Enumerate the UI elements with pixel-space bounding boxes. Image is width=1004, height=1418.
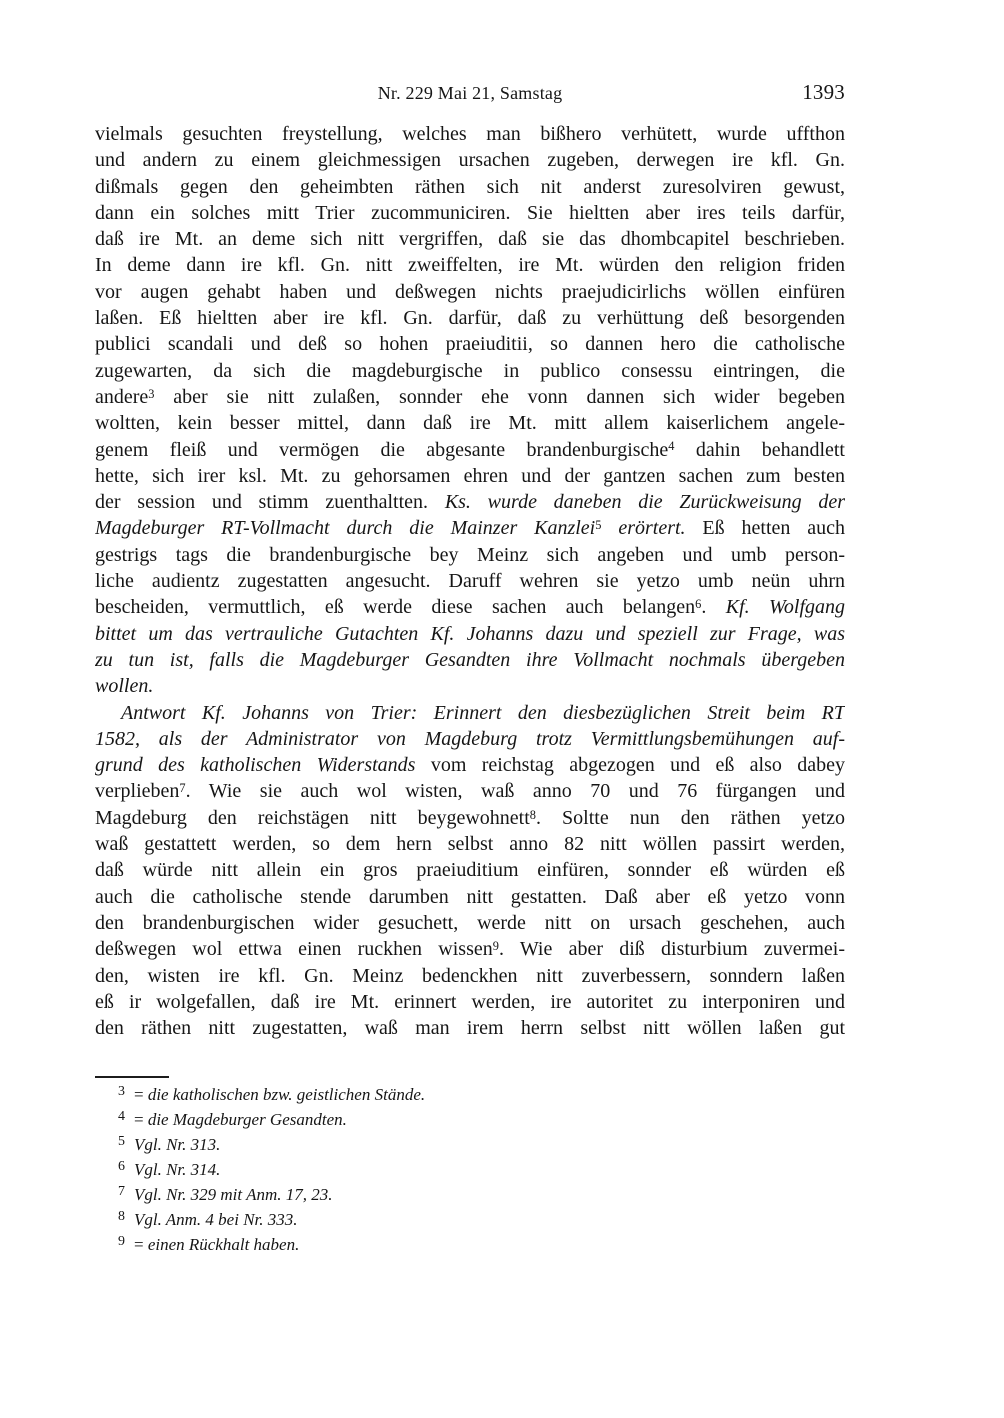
body-line xyxy=(95,831,845,857)
text-segment: = xyxy=(133,1085,148,1104)
page-header xyxy=(95,80,845,104)
body-line xyxy=(95,910,845,936)
body-line xyxy=(95,1015,845,1041)
text-segment: grund des katholischen Widerstands xyxy=(95,754,416,777)
body-line xyxy=(95,279,845,305)
body-line xyxy=(95,410,845,436)
body-line xyxy=(95,568,845,594)
text-segment: = xyxy=(133,1110,148,1129)
text-segment: . Soltte nun den räthen yetzo xyxy=(535,806,845,829)
text-segment: dißmals gegen den geheimbten räthen sich nit anderst zuresolviren gewust, xyxy=(95,175,845,198)
text-segment: vor augen gehabt haben und deßwegen nichts praejudicirlichs wöllen einfüren xyxy=(95,280,845,303)
body-line xyxy=(95,489,845,515)
footnote-number: 6 xyxy=(118,1159,125,1175)
text-segment: der session und stimm zuenthaltten. xyxy=(95,491,445,514)
footnote-item xyxy=(95,1157,845,1182)
text-segment: auch die catholische stende darumben nitt gestatten. Daß aber eß yetzo vonn xyxy=(95,885,845,908)
body-line xyxy=(95,963,845,989)
running-title: Nr. 229 Mai 21, Samstag xyxy=(377,83,563,103)
body-line xyxy=(95,857,845,883)
text-segment: Vgl. Nr. 313. xyxy=(133,1135,221,1154)
footnote-marker: 3 xyxy=(148,386,155,401)
text-segment: verplieben xyxy=(95,780,180,803)
text-segment: Vgl. Nr. 314. xyxy=(133,1160,221,1179)
body-line xyxy=(95,463,845,489)
text-segment: . Wie aber diß disturbium zuvermei- xyxy=(498,938,845,961)
footnotes xyxy=(95,1082,845,1257)
text-segment: den räthen nitt zugestatten, waß man irem herrn selbst nitt wöllen laßen gut xyxy=(95,1017,845,1040)
body-line xyxy=(95,252,845,278)
footnote-number: 5 xyxy=(118,1134,125,1150)
footnote-number: 8 xyxy=(118,1209,125,1225)
text-segment: Kf. Wolfgang xyxy=(725,596,845,619)
text-segment: = xyxy=(133,1235,148,1254)
text-segment: Vgl. Anm. 4 bei Nr. 333. xyxy=(133,1210,298,1229)
body-line xyxy=(95,936,845,962)
body-line xyxy=(95,200,845,226)
text-segment: hette, sich irer ksl. Mt. zu gehorsamen ehren und der gantzen sachen zum besten xyxy=(95,464,845,487)
text-segment: Vgl. Nr. 329 mit Anm. 17, 23. xyxy=(133,1185,333,1204)
text-segment: bescheiden, vermuttlich, eß werde diese sachen auch belangen xyxy=(95,596,696,619)
text-segment: wollen. xyxy=(95,675,154,698)
body-line xyxy=(95,331,845,357)
footnote-marker: 5 xyxy=(595,518,602,533)
body-line xyxy=(95,621,845,647)
text-segment: liche audientz zugestatten angesucht. Daruff wehren sie yetzo umb neün uhrn xyxy=(95,570,845,593)
body-text xyxy=(95,121,845,1041)
text-segment: zugewarten, da sich die magdeburgische in publico consessu eintringen, die xyxy=(95,359,845,382)
text-segment: vielmals gesuchten freystellung, welches man bißhero verhütett, wurde uffthon xyxy=(95,123,845,145)
text-segment: gestrigs tags die brandenburgische bey Meinz sich angeben und umb person- xyxy=(95,543,845,566)
text-segment: und andern zu einem gleichmessigen ursachen zugeben, derwegen ire kfl. Gn. xyxy=(95,149,845,172)
footnote-item xyxy=(95,1132,845,1157)
text-segment: den, wisten ire kfl. Gn. Meinz bedenckhen nitt zuverbessern, sonndern laßen xyxy=(95,964,845,987)
text-segment: daß würde nitt allein ein gros praeiuditium einfüren, sonnder eß würden eß xyxy=(95,859,845,882)
text-segment: Magdeburg den reichstägen nitt beygewohnett xyxy=(95,806,530,829)
body-line xyxy=(95,305,845,331)
text-segment: Magdeburger RT-Vollmacht durch die Mainzer Kanzlei xyxy=(95,517,596,540)
text-segment: In deme dann ire kfl. Gn. nitt zweiffelten, ire Mt. würden den religion friden xyxy=(95,254,845,277)
footnote-number: 9 xyxy=(118,1234,125,1250)
text-segment: waß gestattett werden, so dem hern selbst anno 82 nitt wöllen passirt werden, xyxy=(95,833,845,856)
body-line xyxy=(95,174,845,200)
footnote-marker: 7 xyxy=(179,781,186,796)
text-segment: daß ire Mt. an deme sich nitt vergriffen, daß sie das dhombcapitel beschrieben. xyxy=(95,228,845,251)
body-line xyxy=(95,778,845,804)
footnote-marker: 9 xyxy=(492,939,499,953)
text-segment: . xyxy=(701,596,726,619)
text-segment: aber sie nitt zulaßen, sonnder ehe vonn dannen sich wider begeben xyxy=(154,385,845,408)
body-line xyxy=(95,384,845,410)
text-segment: deßwegen wol ettwa einen ruckhen wissen xyxy=(95,938,493,961)
text-segment: eß ir wolgefallen, daß ire Mt. erinnert werden, ire autoritet zu interponiren und xyxy=(95,990,845,1013)
text-segment: dann ein solches mitt Trier zucommuniciren. Sie hieltten aber ires teils darfür, xyxy=(95,201,845,224)
text-segment: laßen. Eß hieltten aber ire kfl. Gn. darfür, daß zu verhüttung deß besorgenden xyxy=(95,307,845,330)
body-line xyxy=(95,726,845,752)
body-line xyxy=(95,515,845,541)
text-segment: erörtert. xyxy=(601,517,686,540)
body-line xyxy=(95,884,845,910)
body-line xyxy=(95,358,845,384)
footnote-rule xyxy=(95,1076,169,1078)
body-line xyxy=(95,700,845,726)
body-line xyxy=(95,594,845,620)
footnote-item xyxy=(95,1107,845,1132)
footnote-item xyxy=(95,1082,845,1107)
footnote-number: 7 xyxy=(118,1184,125,1200)
text-segment: einen Rückhalt haben. xyxy=(147,1235,300,1254)
body-line xyxy=(95,542,845,568)
footnote-number: 4 xyxy=(118,1109,125,1125)
text-segment: . Wie sie auch wol wisten, waß anno 70 und 76 fürgangen und xyxy=(185,780,845,803)
text-segment: andere xyxy=(95,385,149,408)
text-segment: bittet um das vertrauliche Gutachten Kf. Johanns dazu und speziell zur Frage, was xyxy=(95,622,845,645)
body-line xyxy=(95,989,845,1015)
text-segment: die Magdeburger Gesandten. xyxy=(147,1110,347,1129)
text-segment: dahin behandlett xyxy=(674,438,845,461)
body-line xyxy=(95,673,845,699)
text-segment: den brandenburgischen wider gesuchett, werde nitt on ursach geschehen, auch xyxy=(95,911,845,934)
text-segment: Ks. wurde daneben die Zurückweisung der xyxy=(444,491,845,514)
footnote-item xyxy=(95,1182,845,1207)
body-line xyxy=(95,805,845,831)
body-line xyxy=(95,121,845,147)
body-line xyxy=(95,437,845,463)
text-segment: Antwort Kf. Johanns von Trier: Erinnert den diesbezüglichen Streit beim RT xyxy=(121,701,845,724)
body-line xyxy=(95,226,845,252)
text-segment: die katholischen bzw. geistlichen Stände. xyxy=(147,1085,426,1104)
footnote-marker: 4 xyxy=(668,439,675,454)
body-line xyxy=(95,752,845,778)
footnote-marker: 8 xyxy=(529,807,536,822)
page-number: 1393 xyxy=(802,80,845,104)
footnote-item xyxy=(95,1232,845,1257)
text-segment: woltten, kein besser mittel, dann daß ire Mt. mitt allem kaiserlichem angele- xyxy=(95,412,845,435)
text-segment: vom reichstag abgezogen und eß also dabey xyxy=(415,754,845,777)
text-segment: zu tun ist, falls die Magdeburger Gesandten ihre Vollmacht nochmals übergeben xyxy=(95,648,845,671)
body-line xyxy=(95,647,845,673)
text-segment: 1582, als der Administrator von Magdeburg trotz Vermittlungsbemühungen auf- xyxy=(95,727,845,750)
text-segment: genem fleiß und vermögen die abgesante brandenburgische xyxy=(95,438,669,461)
text-segment: Eß hetten auch xyxy=(685,517,845,540)
footnote-number: 3 xyxy=(118,1084,125,1100)
text-segment: publici scandali und deß so hohen praeiuditii, so dannen hero die catholische xyxy=(95,333,845,356)
body-line xyxy=(95,147,845,173)
footnote-marker: 6 xyxy=(695,597,702,612)
footnote-item xyxy=(95,1207,845,1232)
